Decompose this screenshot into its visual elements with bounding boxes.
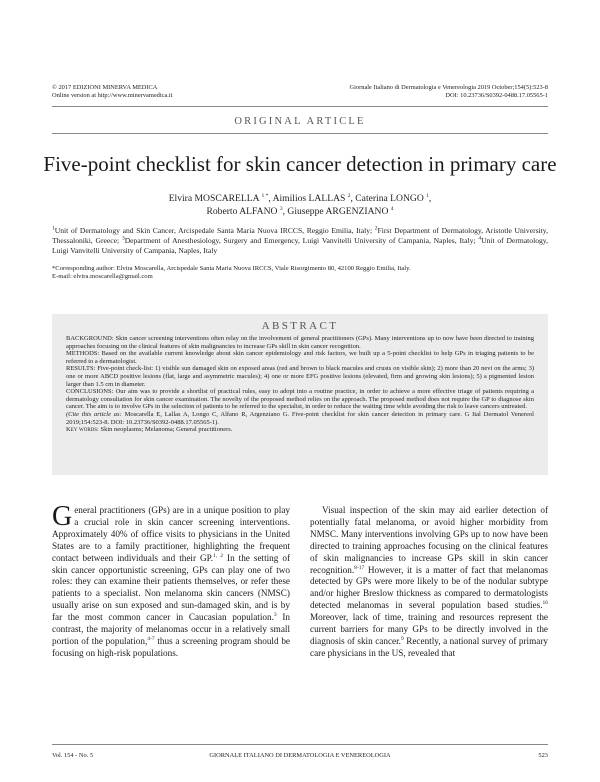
abstract-results: RESULTS: Five-point check-list: 1) visible sun damaged skin on exposed areas (red and brown to black macules and crusts on visible skin); 2) more than 20 nevi on the arms; 3) one or more ABCD positive lesions (flat, large and asymmetric macules); 4) one or more EFG positive lesions (elevated, firm and growing skin lesions); 5) a pigmented lesion larger than 1.5 cm in diameter. xyxy=(66,365,534,388)
abstract-box xyxy=(52,314,548,475)
abstract-methods: METHODS: Based on the available current knowledge about skin cancer epidemiology and risk factors, we built up a 5-point checklist to help GPs in triaging patients to be referred to a dermatologist. xyxy=(66,350,534,365)
author-affil-mark: 3 xyxy=(279,205,283,212)
body-column-left xyxy=(52,501,291,660)
affiliation-text: Department of Anesthesiology, Surgery and Emergency, Luigi Vanvitelli University of Campania, Naples, Italy; xyxy=(124,236,479,245)
body-text: Visual inspection of the skin may aid earlier detection of potentially fatal melanoma, or avoid higher morbidity from NMSC. Many interventions involving GPs up to now have been directed to training approaches focusing on the clinical features of skin malignancies to increase GPs skill in skin cancer recognition. xyxy=(310,505,548,575)
abstract-title: ABSTRACT xyxy=(261,320,339,332)
volume-info: Vol. 154 - No. 5 xyxy=(52,752,94,759)
article-title: Five-point checklist for skin cancer detection in primary care xyxy=(43,152,557,176)
keywords-label: Key words: xyxy=(66,426,99,434)
reference-mark: 9 xyxy=(400,635,404,642)
affiliation-text: Unit of Dermatology, Luigi Vanvitelli University of Campania, Naples, Italy xyxy=(52,236,548,255)
body-text: However, it is a matter of fact that melanomas detected by GPs were more likely to be of the nodular subtype and/or higher Breslow thickness as compared to dermatologists detected melanomas in several population based studies. xyxy=(310,564,548,611)
affiliations xyxy=(52,226,548,256)
author-name: , Giuseppe ARGENZIANO xyxy=(282,206,391,217)
affil-mark: 2 xyxy=(374,225,378,232)
body-text: eneral practitioners (GPs) are in a unique position to play a crucial role in skin cancer screening interventions. Approximately 40% of office visits to physicians in the United States are to a family practitioner, highlighting the frequent contact between individuals and their GP. xyxy=(52,505,290,563)
author-line-1 xyxy=(0,192,600,205)
affiliation-text: First Department of Dermatology, Aristotle University, Thessaloniki, Greece; xyxy=(52,226,548,245)
journal-name-footer: GIORNALE ITALIANO DI DERMATOLOGIA E VENEREOLOGIA xyxy=(209,752,391,759)
author-affil-mark: 4 xyxy=(390,205,394,212)
drop-cap: G xyxy=(52,501,73,532)
author-separator: , xyxy=(428,193,432,204)
author-affil-mark: 2 xyxy=(347,192,351,199)
author-name: , Caterina LONGO xyxy=(350,193,427,204)
corresponding-author xyxy=(52,265,548,282)
abstract-background: BACKGROUND: Skin cancer screening interventions often relay on the involvement of general practitioners (GPs). Many interventions up to now have been directed to training approaches focusing on the clinical features of skin malignancies to increase GPs skill in skin cancer recognition. xyxy=(66,335,534,350)
reference-mark: 3 xyxy=(273,612,277,619)
body-text: In contrast, the majority of melanomas occur in a relatively small portion of the population, xyxy=(52,612,291,646)
doi-line: DOI: 10.23736/S0392-0488.17.05565-1 xyxy=(445,92,548,99)
section-divider xyxy=(52,133,548,134)
author-name: Elvira MOSCARELLA xyxy=(168,193,262,204)
reference-mark: 8-17 xyxy=(354,564,365,571)
author-affil-mark: 1 xyxy=(426,192,429,199)
body-paragraph xyxy=(52,501,291,660)
reference-mark: 4-7 xyxy=(147,635,155,642)
affil-mark: 3 xyxy=(121,235,125,242)
footer-divider xyxy=(52,744,548,745)
keywords-text: Skin neoplasms; Melanoma; General practitioners. xyxy=(98,426,233,434)
affil-mark: 1 xyxy=(52,225,55,232)
corresponding-email[interactable]: E-mail: elvira.moscarella@gmail.com xyxy=(52,273,153,281)
citation-text: Moscarella E, Lallas A, Longo C, Alfano R, Argenziano G. Five-point checklist for skin cancer detection in primary care. G Ital Dermatol Venereol 2019;154:523-8. DOI: 10.23736/S0392-0488.17.05565-1). xyxy=(66,410,534,426)
citation-label: (Cite this article as: xyxy=(66,410,122,418)
author-line-2 xyxy=(0,205,600,218)
author-name: Roberto ALFANO xyxy=(206,206,280,217)
body-text: In the setting of skin cancer opportunistic screening, GPs can play one of two roles: they can examine their patients themselves, or refer these patients to a specialist. Non melanoma skin cancers (NMSC) usually arise on sun exposed and sun-damaged skin, and is by far the most common cancer in Caucasian population. xyxy=(52,552,291,623)
affiliation-text: Unit of Dermatology and Skin Cancer, Arcispedale Santa Maria Nuova IRCCS, Reggio Emilia, Italy; xyxy=(54,226,375,235)
header-divider xyxy=(52,106,548,107)
abstract-keywords xyxy=(66,426,534,434)
author-list xyxy=(0,192,600,218)
online-version-line: Online version at http://www.minervamedica.it xyxy=(52,92,173,99)
reference-mark: 16 xyxy=(542,600,548,607)
body-text: Recently, a national survey of primary care physicians in the US, revealed that xyxy=(310,635,548,658)
corresponding-address: *Corresponding author: Elvira Moscarella, Arcispedale Santa Maria Nuova IRCCS, Viale Risorgimento 80, 42100 Reggio Emilia, Italy. xyxy=(52,265,411,272)
page-number: 523 xyxy=(538,752,548,759)
abstract-conclusions: CONCLUSIONS: Our aim was to provide a shortlist of practical rules, easy to adopt into a routine practice, in order to achieve a more effective triage of patients requiring a dermatology consultation for skin cancer examination. The novelty of the proposed method relies on the approach. The proposed method does not require the GP to diagnose skin cancer. The aim is to involve GPs in the selection of patients to be referred to the specialist, in order to reduce the waiting time while avoiding the risk to leave cancers untreated. xyxy=(66,388,534,411)
body-paragraph xyxy=(310,505,548,660)
reference-mark: 1, 2 xyxy=(213,552,224,559)
body-text: thus a screening program should be focusing on high-risk populations. xyxy=(52,635,290,658)
abstract-citation xyxy=(66,411,534,426)
copyright-line: © 2017 EDIZIONI MINERVA MEDICA xyxy=(52,84,158,91)
author-name: , Aimilios LALLAS xyxy=(268,193,348,204)
body-text: Moreover, lack of time, training and resources represent the current barriers for many GPs to be directly involved in the diagnosis of skin cancer. xyxy=(310,612,548,646)
body-column-right xyxy=(310,505,548,660)
journal-header-left xyxy=(52,84,172,100)
section-label: ORIGINAL ARTICLE xyxy=(234,116,366,127)
citation-line: Giornale Italiano di Dermatologia e Venereologia 2019 October;154(5):523-8 xyxy=(349,84,548,91)
journal-header-right xyxy=(350,84,548,100)
author-affil-mark: 1 * xyxy=(261,192,269,199)
affil-mark: 4 xyxy=(478,235,482,242)
